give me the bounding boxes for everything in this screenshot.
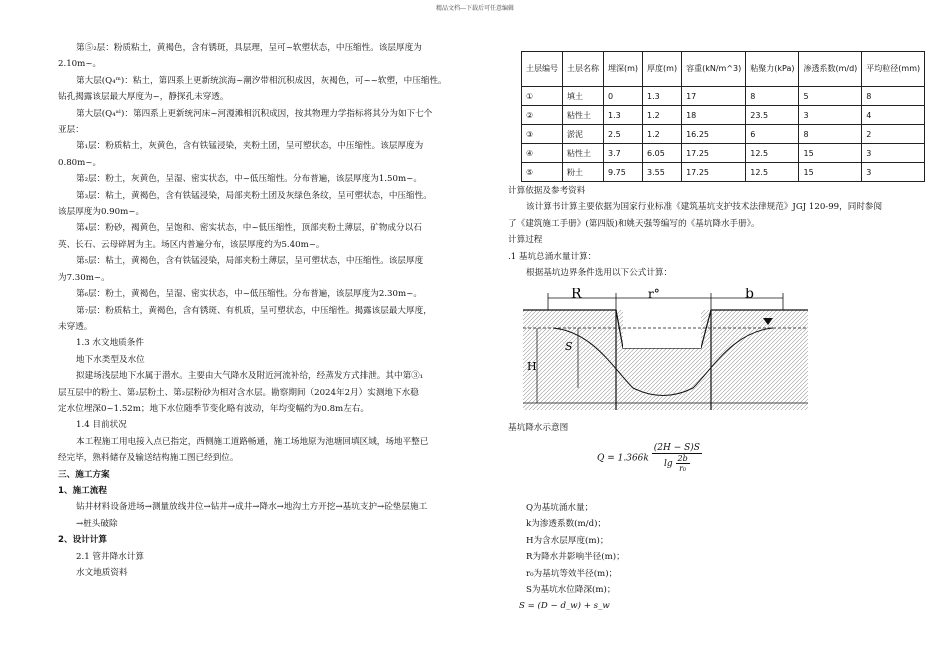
inflow-formula	[597, 443, 702, 473]
table-cell: 17	[682, 87, 746, 106]
left-paragraph: 该层厚度为0.90m~。	[58, 207, 145, 218]
label-H: H	[527, 360, 537, 373]
table-row	[522, 144, 925, 163]
definition-line: r₀为基坑等效半径(m)；	[526, 568, 618, 579]
table-cell: 18	[682, 106, 746, 125]
table-cell: 8	[746, 87, 799, 106]
left-paragraph: 第大层(Q₄ᵃˡ)：第四系上更新统河床~河漫滩相沉积成因，按其物理力学指标将其分为如下七个	[76, 108, 433, 119]
right-paragraph: 计算依据及参考资料	[508, 186, 586, 196]
left-paragraph: 第₄层：粉砂，褐黄色，呈饱和、密实状态，中~低压缩性，顶部夹粉土薄层，矿物成分以石	[76, 223, 422, 234]
left-paragraph: 为7.30m~。	[58, 272, 110, 283]
calc-intro	[508, 183, 908, 281]
left-paragraph: 第大层(Q₄ᵐ)：粘土，第四系上更新统滨海~潮汐带相沉积成因，灰褐色，可~~软塑，中压缩性。	[76, 75, 447, 86]
table-cell: 17.25	[682, 163, 746, 182]
right-paragraph: 了《建筑施工手册》(第四版)和姚天强等编写的《基坑降水手册》。	[508, 218, 760, 229]
left-column	[58, 40, 476, 581]
table-cell: 5	[799, 87, 862, 106]
table-cell: ②	[522, 106, 563, 125]
table-cell: 填土	[563, 87, 604, 106]
formula-numerator: (2H − S)S	[653, 443, 700, 453]
table-cell: ③	[522, 125, 563, 144]
right-paragraph: .1 基坑总涌水量计算：	[508, 251, 597, 262]
left-paragraph: 水文地质资料	[76, 568, 128, 578]
table-cell: ①	[522, 87, 563, 106]
table-cell: 0	[604, 87, 643, 106]
right-paragraph: 该计算书计算主要依据为国家行业标准《建筑基坑支护技术法律规范》JGJ 120-99，同时参阅	[526, 202, 883, 213]
left-paragraph: 第₆层：粉土，黄褐色，呈湿、密实状态，中~低压缩性。分布普遍，该层厚度为2.30m~。	[76, 289, 422, 300]
table-row	[522, 106, 925, 125]
table-cell: 1.3	[643, 87, 682, 106]
soil-layer-table	[521, 51, 925, 182]
table-header-cell: 容重(kN/m^3)	[682, 52, 746, 87]
table-cell: 3.55	[643, 163, 682, 182]
table-header-cell: 土层编号	[522, 52, 563, 87]
table-cell: 粘性土	[563, 144, 604, 163]
table-cell: ⑤	[522, 163, 563, 182]
table-cell: 12.5	[746, 144, 799, 163]
left-paragraph: 1.4 目前状况	[76, 420, 127, 431]
left-paragraph: 第₅层：粘土，黄褐色，含有铁锰浸染，局部夹粉土薄层，呈可塑状态，中压缩性。该层厚度	[76, 256, 424, 267]
left-paragraph: 0.80m~。	[58, 157, 102, 168]
left-paragraph: 亚层：	[58, 125, 84, 136]
excavation-void	[623, 310, 701, 348]
left-paragraph: 地下水类型及水位	[76, 354, 145, 365]
page-header: 精品文档---下载后可任意编辑	[435, 5, 515, 12]
left-paragraph: 第⑤₂层：粉质粘土，黄褐色，含有锈斑，具层理，呈可~软塑状态，中压缩性。该层厚度为	[76, 43, 422, 53]
table-header-cell: 埋深(m)	[604, 52, 643, 87]
left-paragraph: 钻井材料设备进场→测量放线井位→钻井→成井→降水→地沟土方开挖→基坑支护→砼垫层施工	[76, 502, 428, 513]
right-paragraph: 计算过程	[508, 235, 543, 246]
table-cell: 3	[862, 163, 925, 182]
right-paragraph: 根据基坑边界条件选用以下公式计算：	[526, 268, 673, 279]
left-paragraph: 1.3 水文地质条件	[76, 338, 144, 349]
formula-lhs: Q = 1.366k	[597, 453, 649, 464]
table-cell: 3.7	[604, 144, 643, 163]
left-paragraph: 三、施工方案	[58, 469, 110, 480]
left-paragraph: 第₁层：粉质粘土，灰黄色，含有铁锰浸染，夹粉土团，呈可塑状态，中压缩性。该层厚度为	[76, 141, 424, 152]
table-body	[522, 87, 925, 182]
table-cell: 4	[862, 106, 925, 125]
table-cell: 9.75	[604, 163, 643, 182]
left-paragraph: 英、长石、云母碎屑为主。场区内普遍分布，该层厚度约为5.40m~。	[58, 239, 325, 250]
table-cell: 15	[799, 163, 862, 182]
left-paragraph: →桩头破除	[76, 518, 118, 529]
table-cell: 粘性土	[563, 106, 604, 125]
variable-definitions	[508, 500, 908, 598]
left-paragraph: 未穿透。	[58, 321, 93, 332]
table-cell: 粉土	[563, 163, 604, 182]
left-paragraph: 第₇层：粉质粘土，黄褐色，含有锈斑、有机质，呈可塑状态，中压缩性。揭露该层最大厚度，	[76, 305, 432, 316]
left-paragraph: 定水位埋深0~1.52m；地下水位随季节变化略有波动，年均变幅约为0.8m左右。	[58, 403, 369, 414]
formula-denominator-lg: lg	[663, 459, 673, 469]
diagram-caption: 基坑降水示意图	[508, 423, 569, 433]
left-paragraph: 钻孔揭露该层最大厚度为~，静探孔未穿透。	[58, 92, 229, 103]
left-paragraph: 2.1 管井降水计算	[76, 551, 144, 562]
table-cell: 6.05	[643, 144, 682, 163]
table-cell: 3	[799, 106, 862, 125]
left-paragraph: 经完毕，熟料储存及输送结构施工图已经到位。	[58, 453, 239, 464]
table-row	[522, 163, 925, 182]
table-header-row	[522, 52, 925, 87]
table-cell: 1.2	[643, 125, 682, 144]
table-header-cell: 粘聚力(kPa)	[746, 52, 799, 87]
table-cell: 8	[799, 125, 862, 144]
label-b: b	[745, 288, 754, 302]
definition-line: R为降水井影响半径(m)；	[526, 552, 625, 563]
table-row	[522, 87, 925, 106]
table-cell: 15	[799, 144, 862, 163]
label-R: R	[571, 288, 582, 302]
definition-line: k为渗透系数(m/d)；	[526, 519, 607, 530]
table-cell: 17.25	[682, 144, 746, 163]
left-paragraph: 1、施工流程	[58, 485, 107, 496]
table-row	[522, 125, 925, 144]
table-cell: 8	[862, 87, 925, 106]
dewatering-diagram	[523, 288, 808, 412]
left-paragraph: 第₃层：粘土，黄褐色，含有铁锰浸染，局部夹粉土团及灰绿色条纹，呈可塑状态，中压缩性。	[76, 190, 432, 201]
definition-line: S为基坑水位降深(m)；	[526, 585, 616, 596]
drawdown-formula: S = (D − d_w) + s_w	[519, 601, 610, 611]
left-paragraph: 层互层中的粉土、第₂层粉土、第₂层粉砂为相对含水层。勘察期间（2024年2月）实测地下水稳	[58, 387, 419, 398]
table-header-cell: 土层名称	[563, 52, 604, 87]
label-S: S	[565, 340, 573, 353]
table-cell: 12.5	[746, 163, 799, 182]
table-cell: 1.3	[604, 106, 643, 125]
table-cell: 23.5	[746, 106, 799, 125]
formula-den-den: r₀	[679, 464, 687, 473]
left-paragraph: 拟建场浅层地下水属于潜水。主要由大气降水及附近河流补给，经蒸发方式排泄。其中第③₁	[76, 371, 424, 382]
table-cell: 2	[862, 125, 925, 144]
table-cell: 6	[746, 125, 799, 144]
table-cell: ④	[522, 144, 563, 163]
table-header-cell: 渗透系数(m/d)	[799, 52, 862, 87]
table-cell: 1.2	[643, 106, 682, 125]
left-paragraph: 2.10m~。	[58, 59, 102, 70]
left-paragraph: 2、设计计算	[58, 535, 107, 546]
table-cell: 16.25	[682, 125, 746, 144]
left-paragraph: 第₂层：粉土，灰黄色，呈湿、密实状态，中~低压缩性。分布普遍，该层厚度为1.50m~。	[76, 174, 422, 185]
table-header-cell: 平均粒径(mm)	[862, 52, 925, 87]
left-paragraph: 本工程施工用电接入点已指定，西侧施工道路畅通，施工场地原为池塘回填区域，场地平整已	[76, 436, 429, 447]
definition-line: Q为基坑涌水量；	[526, 503, 594, 513]
label-r0: r°	[648, 288, 660, 301]
formula-den-num: 2b	[677, 454, 688, 463]
table-cell: 3	[862, 144, 925, 163]
table-cell: 2.5	[604, 125, 643, 144]
table-cell: 淤泥	[563, 125, 604, 144]
table-header-cell: 厚度(m)	[643, 52, 682, 87]
definition-line: H为含水层厚度(m)；	[526, 535, 609, 546]
